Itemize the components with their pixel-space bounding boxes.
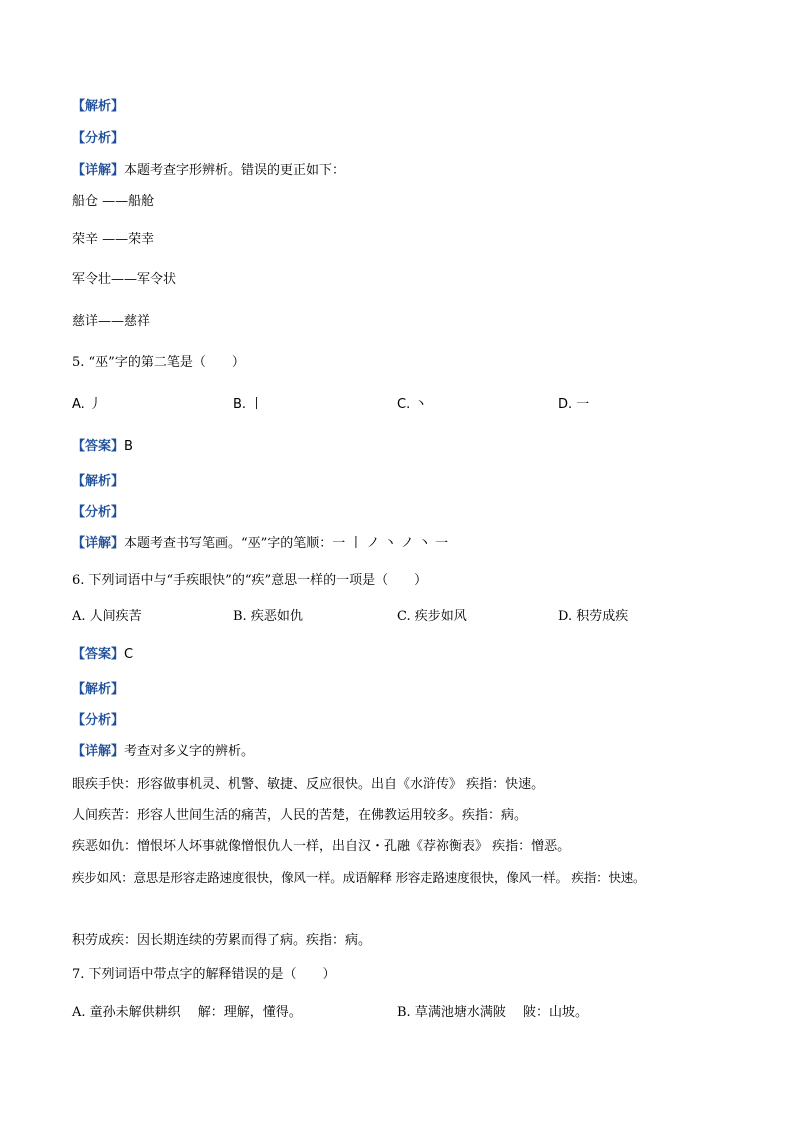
xiangjie-tag: 【详解】 [72, 536, 125, 551]
correction-line: 慈详——慈祥 [72, 314, 151, 329]
fenxi-tag: 【分析】 [72, 505, 125, 520]
q6-option-c: C. 疾步如风 [397, 609, 467, 624]
q6-option-a: A. 人间疾苦 [72, 609, 142, 624]
question-6-stem: 6. 下列词语中与“手疾眼快”的“疾”意思一样的一项是（ ） [72, 573, 428, 588]
q5-option-d: D. 一 [558, 397, 590, 412]
q7-option-a: A. 童孙未解供耕织 解：理解，懂得。 [72, 1005, 302, 1020]
jiexi-heading-6 [72, 681, 124, 699]
q5-option-c: C. 丶 [397, 397, 428, 412]
explanation-line: 人间疾苦：形容人世间生活的痛苦，人民的苦楚，在佛教运用较多。疾指：病。 [72, 808, 528, 823]
xiangjie-tag: 【详解】 [72, 744, 125, 759]
jiexi-heading-1 [72, 98, 124, 116]
q5-option-a: A. 丿 [72, 397, 102, 412]
jiexi-tag: 【解析】 [72, 682, 125, 697]
jiexi-tag: 【解析】 [72, 474, 125, 489]
explanation-line: 眼疾手快：形容做事机灵、机警、敏捷、反应很快。出自《水浒传》 疾指：快速。 [72, 777, 545, 792]
explanation-line: 疾步如风：意思是形容走路速度很快，像风一样。成语解释 形容走路速度很快，像风一样。 疾指：快速。 [72, 870, 646, 885]
q7-option-b: B. 草满池塘水满陂 陂：山坡。 [397, 1005, 588, 1020]
answer-tag: 【答案】 [72, 647, 125, 662]
jiexi-tag: 【解析】 [72, 99, 125, 114]
xiangjie-tag: 【详解】 [72, 163, 125, 178]
xiangjie-line-1 [72, 162, 345, 180]
correction-line: 军令壮——军令状 [72, 272, 177, 287]
q6-option-b: B. 疾恶如仇 [233, 609, 303, 624]
answer-line-6 [72, 646, 133, 664]
answer-tag: 【答案】 [72, 439, 125, 454]
q5-option-b: B. 丨 [233, 397, 264, 412]
xiangjie-text: 本题考查字形辨析。错误的更正如下： [124, 163, 346, 178]
correction-line: 荣辛 ——荣幸 [72, 232, 155, 247]
answer-line-5 [72, 438, 133, 456]
q6-option-d: D. 积劳成疾 [558, 609, 629, 624]
explanation-line: 疾恶如仇：憎恨坏人坏事就像憎恨仇人一样，出自汉・孔融《荐祢衡表》 疾指：憎恶。 [72, 839, 571, 854]
answer-value: B [124, 439, 133, 454]
jiexi-heading-5 [72, 473, 124, 491]
fenxi-tag: 【分析】 [72, 713, 125, 728]
question-7-stem: 7. 下列词语中带点字的解释错误的是（ ） [72, 967, 336, 982]
question-5-stem: 5. “巫”字的第二笔是（ ） [72, 355, 245, 370]
xiangjie-line-5 [72, 535, 448, 553]
xiangjie-text: 考查对多义字的辨析。 [124, 744, 255, 759]
xiangjie-line-6 [72, 743, 254, 761]
correction-line: 船仓 ——船舱 [72, 194, 155, 209]
fenxi-heading-5 [72, 504, 124, 522]
fenxi-tag: 【分析】 [72, 131, 125, 146]
answer-value: C [124, 647, 134, 662]
fenxi-heading-1 [72, 130, 124, 148]
explanation-line: 积劳成疾：因长期连续的劳累而得了病。疾指：病。 [72, 933, 372, 948]
fenxi-heading-6 [72, 712, 124, 730]
xiangjie-text: 本题考查书写笔画。“巫”字的笔顺：一 丨 ノ 丶 ノ 丶 一 [124, 536, 449, 551]
